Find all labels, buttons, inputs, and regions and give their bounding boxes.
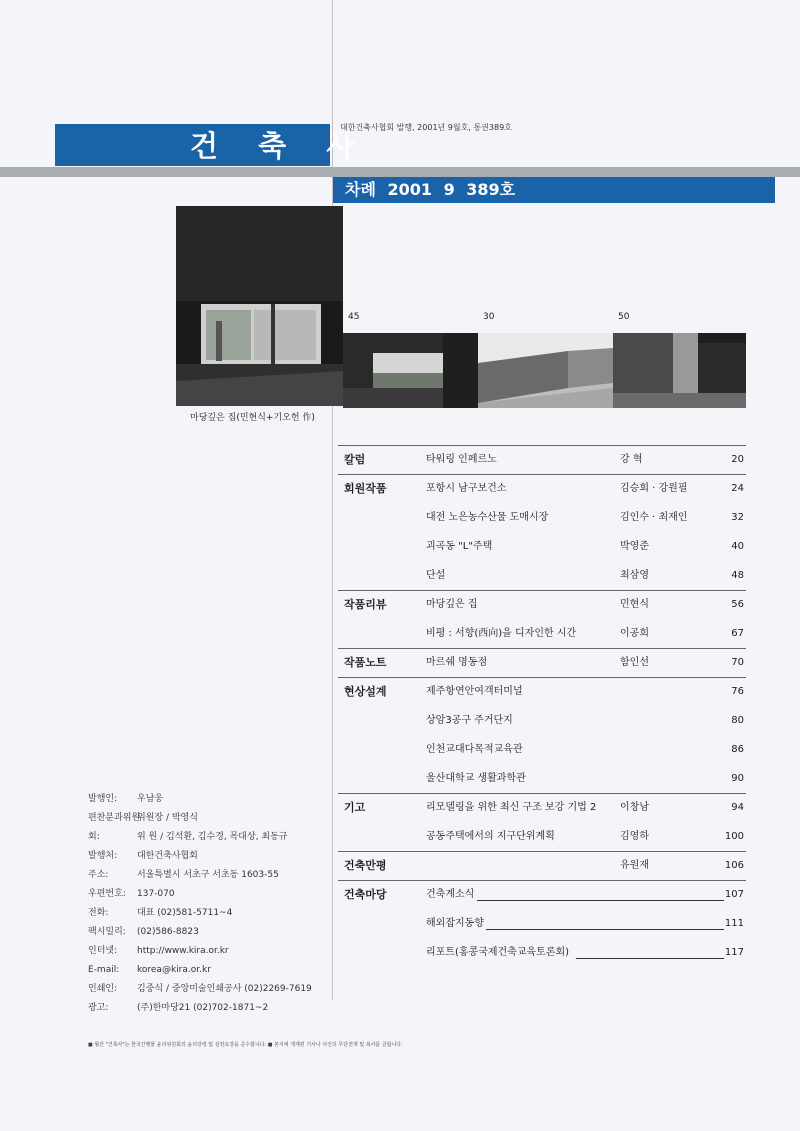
leader-line [576,958,724,959]
toc-section: 칼럼 [344,453,366,466]
toc-title: 단설 [426,570,446,581]
toc-title: 마르쉐 명동점 [426,657,488,668]
photo-page-number: 30 [483,312,495,322]
colophon-key: 주소: [88,870,109,880]
photo-page-number: 45 [348,312,360,322]
toc-row[interactable] [338,620,746,648]
toc-row[interactable] [338,446,746,474]
toc-row[interactable] [338,794,746,822]
colophon-key: 광고: [88,1003,109,1013]
toc-section: 현상설계 [344,685,387,698]
toc-row[interactable] [338,678,746,706]
colophon-value: korea@kira.or.kr [137,965,211,975]
photo-caption: 마당깊은 집(민현식+기오헌 作) [190,413,315,423]
gray-band [0,167,800,177]
toc-title: 공동주택에서의 지구단위계획 [426,831,555,842]
toc-author: 김승회 · 강원필 [620,483,688,494]
toc-row[interactable] [338,881,746,909]
toc-row[interactable] [338,475,746,503]
toc-title: 건축계소식 [426,889,475,900]
colophon-key: 발행인: [88,794,118,804]
toc-row[interactable] [338,765,746,793]
toc-page: 24 [731,483,744,494]
colophon-line [88,904,328,923]
toc-author: 강 혁 [620,454,643,465]
colophon-key: 우편번호: [88,889,126,899]
toc-title: 포항시 남구보건소 [426,483,507,494]
toc-page: 70 [731,657,744,668]
publisher-line: 대한건축사협회 발행, 2001년 9월호, 통권389호 [340,123,512,132]
toc-row[interactable] [338,533,746,561]
toc-title: 마당깊은 집 [426,599,478,610]
colophon-line [88,885,328,904]
toc-row[interactable] [338,736,746,764]
toc-page: 32 [731,512,744,523]
toc-title: 울산대학교 생활과학관 [426,773,526,784]
colophon-line [88,828,328,847]
leader-line [477,900,724,901]
photo-strip-3 [613,333,746,408]
footnote: ■ 월간 "건축사"는 한국간행물 윤리위원회의 윤리강령 및 실천요강을 준수합니다. ■ 본지에 게재된 기사나 사진의 무단전재 및 복사를 금합니다. [88,1042,403,1048]
colophon-line [88,923,328,942]
toc-page: 100 [724,831,744,842]
toc-page: 76 [731,686,744,697]
colophon-value: 위 원 / 김석환, 김수경, 목대상, 최동규 [137,832,288,842]
colophon-value: 김중식 / 중앙미술인쇄공사 (02)2269-7619 [137,984,312,994]
toc-page: 20 [731,454,744,465]
toc-section: 건축만평 [344,859,387,872]
colophon-line [88,866,328,885]
toc-page: 86 [731,744,744,755]
toc-title: 상암3공구 주거단지 [426,715,513,726]
toc-page: 117 [724,947,744,958]
colophon-line [88,942,328,961]
toc-page: 80 [731,715,744,726]
toc-author: 이공희 [620,628,649,639]
toc-title: 대전 노은농수산물 도매시장 [426,512,549,523]
magazine-title: 건 축 사 [190,129,370,163]
toc-title: 해외잡지동향 [426,918,484,929]
toc-page: 48 [731,570,744,581]
colophon-key: 전화: [88,908,109,918]
toc-row[interactable] [338,852,746,880]
toc-page: 56 [731,599,744,610]
toc-row[interactable] [338,910,746,938]
toc-author: 김인수 · 최재인 [620,512,688,523]
toc-title: 인천교대다목적교육관 [426,744,523,755]
toc-row[interactable] [338,504,746,532]
toc-page: 107 [724,889,744,900]
toc-page: 94 [731,802,744,813]
colophon-value: 137-070 [137,889,175,899]
photo-strip-2 [478,333,613,408]
toc-row[interactable] [338,591,746,619]
toc-row[interactable] [338,939,746,967]
toc-page: 111 [724,918,744,929]
toc-section: 작품리뷰 [344,598,387,611]
colophon-value: 서울특별시 서초구 서초동 1603-55 [137,870,279,880]
toc-author: 최삼영 [620,570,649,581]
toc-title: 제주항연안여객터미널 [426,686,523,697]
toc-author: 이창남 [620,802,649,813]
toc-author: 박영준 [620,541,649,552]
colophon-line [88,847,328,866]
toc-author: 김영하 [620,831,649,842]
colophon-key: E-mail: [88,965,120,975]
toc-author: 민현식 [620,599,649,610]
colophon-value: 대한건축사협회 [137,851,198,861]
toc-title: 리포트(홍콩국제건축교육토론회) [426,947,570,958]
toc-page: 67 [731,628,744,639]
colophon-key: 발행처: [88,851,118,861]
toc-page: 40 [731,541,744,552]
colophon-key: 인쇄인: [88,984,118,994]
colophon-line [88,790,328,809]
colophon-key: 팩시밀리: [88,927,126,937]
toc-title: 리모델링을 위한 최신 구조 보강 기법 2 [426,802,597,813]
colophon-value: (02)586-8823 [137,927,199,937]
toc-row[interactable] [338,562,746,590]
toc-row[interactable] [338,707,746,735]
colophon-line [88,980,328,999]
toc-page: 90 [731,773,744,784]
toc-section: 건축마당 [344,888,387,901]
toc-author: 유원재 [620,860,649,871]
photo-page-number: 50 [618,312,630,322]
cover-photo [176,206,343,406]
colophon-value: (주)한마당21 (02)702-1871~2 [137,1003,269,1013]
colophon-key: 편찬분과위원회: [88,813,141,842]
leader-line [486,929,724,930]
toc-section: 기고 [344,801,366,814]
toc-author: 함인선 [620,657,649,668]
colophon-value: 우남웅 [137,794,164,804]
colophon-line [88,961,328,980]
colophon-value: http://www.kira.or.kr [137,946,229,956]
colophon-key: 인터넷: [88,946,118,956]
toc-title: 괴곡동 "L"주택 [426,541,493,552]
colophon-value: 위원장 / 박영식 [137,813,198,823]
toc-row[interactable] [338,649,746,677]
toc-section: 회원작품 [344,482,387,495]
photo-strip-1 [343,333,478,408]
toc-row[interactable] [338,823,746,851]
colophon-line [88,999,328,1018]
toc-title: 비평 : 서향(西向)을 디자인한 시간 [426,628,577,639]
toc-section: 작품노트 [344,656,387,669]
colophon-value: 대표 (02)581-5711~4 [137,908,233,918]
toc-page: 106 [724,860,744,871]
toc-header: 차례 2001 9 389호 [345,180,516,199]
toc-title: 타워링 인페르노 [426,454,497,465]
